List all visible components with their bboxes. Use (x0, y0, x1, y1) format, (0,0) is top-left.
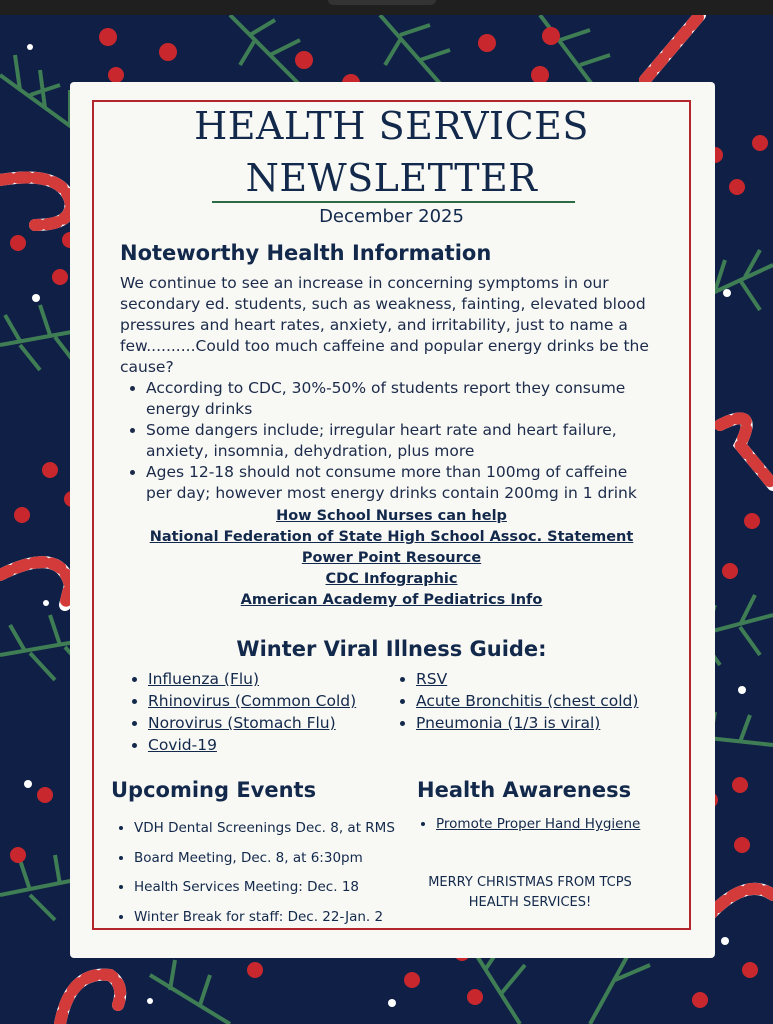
list-item: • According to CDC, 30%-50% of students report they consume energy drinks (146, 378, 650, 420)
link-hand-hygiene[interactable]: Promote Proper Hand Hygiene (436, 816, 641, 832)
closing-message: MERRY CHRISTMAS FROM TCPS HEALTH SERVICES! (428, 875, 632, 910)
list-item: • Board Meeting, Dec. 8, at 6:30pm (134, 844, 395, 874)
link-nfhs-statement[interactable]: National Federation of State High School Assoc. Statement (149, 529, 634, 545)
title-line-1: HEALTH SERVICES (194, 104, 589, 148)
link-rhinovirus[interactable]: Rhinovirus (Common Cold) (148, 692, 357, 710)
noteworthy-intro: We continue to see an increase in concerning symptoms in our secondary ed. students, such as weakness, fainting, elevated blood pressures and heart rates, anxiety, and irritability, just to name a few..........Could too much caffeine and popular energy drinks be the cause? (120, 274, 649, 376)
awareness-heading: Health Awareness (417, 778, 632, 802)
noteworthy-body (120, 273, 650, 504)
list-item: • Ages 12-18 should not consume more than 100mg of caffeine per day; however most energy drinks contain 200mg in 1 drink (146, 462, 650, 504)
resource-links (92, 506, 691, 611)
list-item: • Some dangers include; irregular heart rate and heart failure, anxiety, insomnia, dehydration, plus more (146, 420, 650, 462)
list-item: • Winter Break for staff: Dec. 22-Jan. 2 (134, 903, 395, 933)
link-influenza[interactable]: Influenza (Flu) (148, 670, 260, 688)
title-line-2: NEWSLETTER (245, 156, 538, 200)
list-item: • VDH Dental Screenings Dec. 8, at RMS (134, 814, 395, 844)
noteworthy-heading: Noteworthy Health Information (120, 241, 492, 265)
link-rsv[interactable]: RSV (416, 670, 448, 688)
list-item: • Health Services Meeting: Dec. 18 (134, 873, 395, 903)
link-powerpoint[interactable]: Power Point Resource (301, 550, 482, 566)
title-underline (212, 201, 575, 203)
camera-notch (328, 0, 436, 5)
link-norovirus[interactable]: Norovirus (Stomach Flu) (148, 714, 336, 732)
link-school-nurses[interactable]: How School Nurses can help (276, 508, 507, 524)
noteworthy-bullets (146, 378, 650, 504)
link-bronchitis[interactable]: Acute Bronchitis (chest cold) (416, 692, 639, 710)
viral-list-right (390, 668, 638, 734)
newsletter-date: December 2025 (319, 206, 464, 227)
viral-heading: Winter Viral Illness Guide: (236, 637, 547, 661)
link-cdc-infographic[interactable]: CDC Infographic (325, 571, 458, 587)
viral-list-left (122, 668, 356, 756)
window-top-bar (0, 0, 773, 15)
awareness-list (418, 814, 640, 834)
link-pneumonia[interactable]: Pneumonia (1/3 is viral) (416, 714, 601, 732)
events-list (116, 814, 395, 932)
link-covid[interactable]: Covid-19 (148, 736, 217, 754)
events-heading: Upcoming Events (111, 778, 317, 802)
link-aap-info[interactable]: American Academy of Pediatrics Info (240, 592, 543, 608)
